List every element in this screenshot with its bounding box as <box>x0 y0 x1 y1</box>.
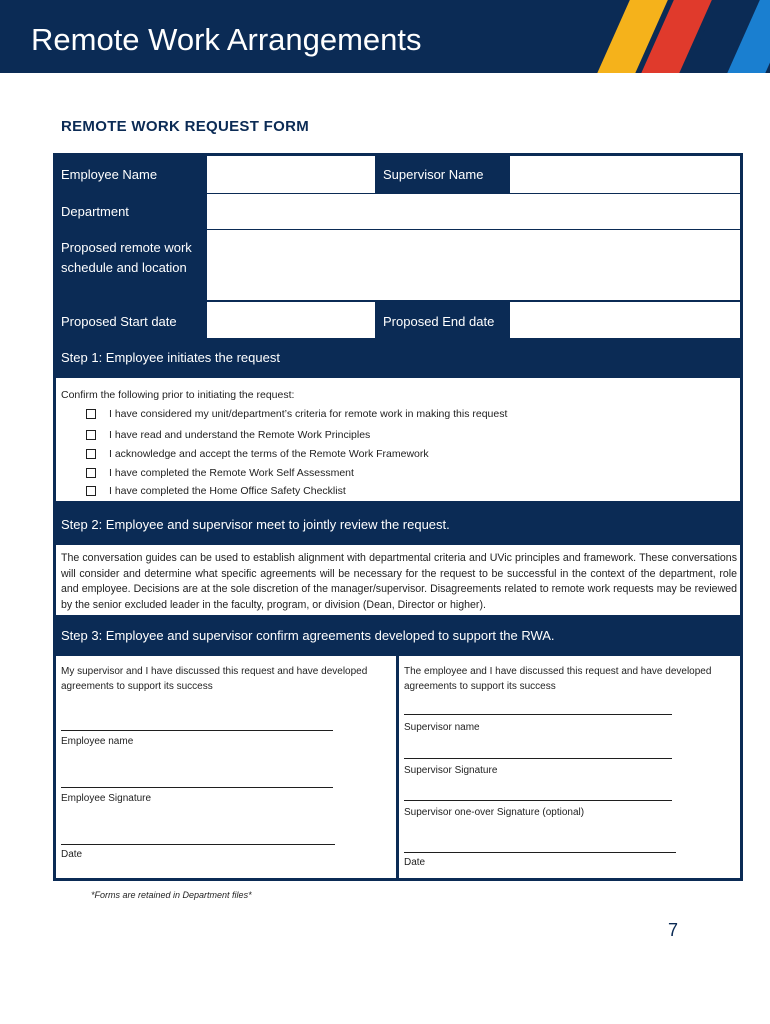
employee-date-line[interactable] <box>61 844 335 845</box>
checklist-item[interactable] <box>86 408 507 420</box>
footnote: *Forms are retained in Department files* <box>91 890 252 900</box>
checklist-item-label: I have completed the Home Office Safety Checklist <box>109 485 346 497</box>
checkbox[interactable] <box>86 409 96 419</box>
checklist-item[interactable] <box>86 467 354 479</box>
employee-name-field[interactable] <box>207 156 375 193</box>
checklist-item[interactable] <box>86 485 346 497</box>
step3-title: Step 3: Employee and supervisor confirm agreements developed to support the RWA. <box>61 628 555 643</box>
supervisor-oneover-line[interactable] <box>404 800 672 801</box>
schedule-label: Proposed remote work schedule and location <box>61 240 192 275</box>
step1-title: Step 1: Employee initiates the request <box>61 350 280 365</box>
start-date-label: Proposed Start date <box>61 314 177 329</box>
checklist-item-label: I have completed the Remote Work Self Assessment <box>109 467 354 479</box>
checkbox[interactable] <box>86 486 96 496</box>
employee-statement: My supervisor and I have discussed this request and have developed agreements to support its success <box>61 666 368 692</box>
step2-panel <box>56 545 740 615</box>
supervisor-oneover-caption: Supervisor one-over Signature (optional) <box>404 807 585 818</box>
supervisor-name-label: Supervisor Name <box>383 167 484 182</box>
step2-title: Step 2: Employee and supervisor meet to jointly review the request. <box>61 517 450 532</box>
checkbox[interactable] <box>86 430 96 440</box>
supervisor-name-caption: Supervisor name <box>404 722 480 733</box>
page-title: Remote Work Arrangements <box>31 22 422 57</box>
end-date-field[interactable] <box>510 302 740 338</box>
employee-signoff-panel <box>56 656 396 878</box>
checkbox[interactable] <box>86 449 96 459</box>
employee-name-label: Employee Name <box>61 167 158 182</box>
supervisor-date-caption: Date <box>404 857 426 868</box>
supervisor-name-line[interactable] <box>404 714 672 715</box>
step1-panel <box>56 378 740 501</box>
checkbox[interactable] <box>86 468 96 478</box>
employee-date-caption: Date <box>61 849 83 860</box>
remote-work-request-form <box>53 153 743 881</box>
supervisor-signature-line[interactable] <box>404 758 672 759</box>
schedule-field[interactable] <box>207 230 740 300</box>
supervisor-signature-caption: Supervisor Signature <box>404 765 498 776</box>
page-number: 7 <box>668 920 679 940</box>
header-banner <box>0 0 770 73</box>
employee-name-line[interactable] <box>61 730 333 731</box>
checklist-item[interactable] <box>86 448 429 460</box>
step2-text: The conversation guides can be used to establish alignment with departmental criteria and UVic principles and framework. These conversations will consider and determine what specific agreements will be necessary for the request to be successful in the context of the department, role and employee. Decisions are at the sole discretion of the manager/supervisor. Disagreements related to remote work requests may be reviewed by the senior excluded leader in the faculty, program, or division (Dean, Director or higher). <box>61 552 737 611</box>
start-date-field[interactable] <box>207 302 375 338</box>
department-label: Department <box>61 204 129 219</box>
checklist-item-label: I acknowledge and accept the terms of the Remote Work Framework <box>109 448 429 460</box>
employee-name-caption: Employee name <box>61 736 134 747</box>
employee-signature-line[interactable] <box>61 787 333 788</box>
checklist-item-label: I have read and understand the Remote Work Principles <box>109 429 371 441</box>
supervisor-date-line[interactable] <box>404 852 676 853</box>
end-date-label: Proposed End date <box>383 314 495 329</box>
checklist-item[interactable] <box>86 429 370 441</box>
form-title: REMOTE WORK REQUEST FORM <box>61 118 310 135</box>
supervisor-signoff-panel <box>399 656 740 878</box>
department-field[interactable] <box>207 194 740 229</box>
step1-intro: Confirm the following prior to initiating the request: <box>61 389 295 401</box>
checklist-item-label: I have considered my unit/department’s criteria for remote work in making this request <box>109 408 508 420</box>
employee-signature-caption: Employee Signature <box>61 793 152 804</box>
supervisor-statement: The employee and I have discussed this request and have developed agreements to support its success <box>404 666 712 692</box>
supervisor-name-field[interactable] <box>510 156 740 193</box>
